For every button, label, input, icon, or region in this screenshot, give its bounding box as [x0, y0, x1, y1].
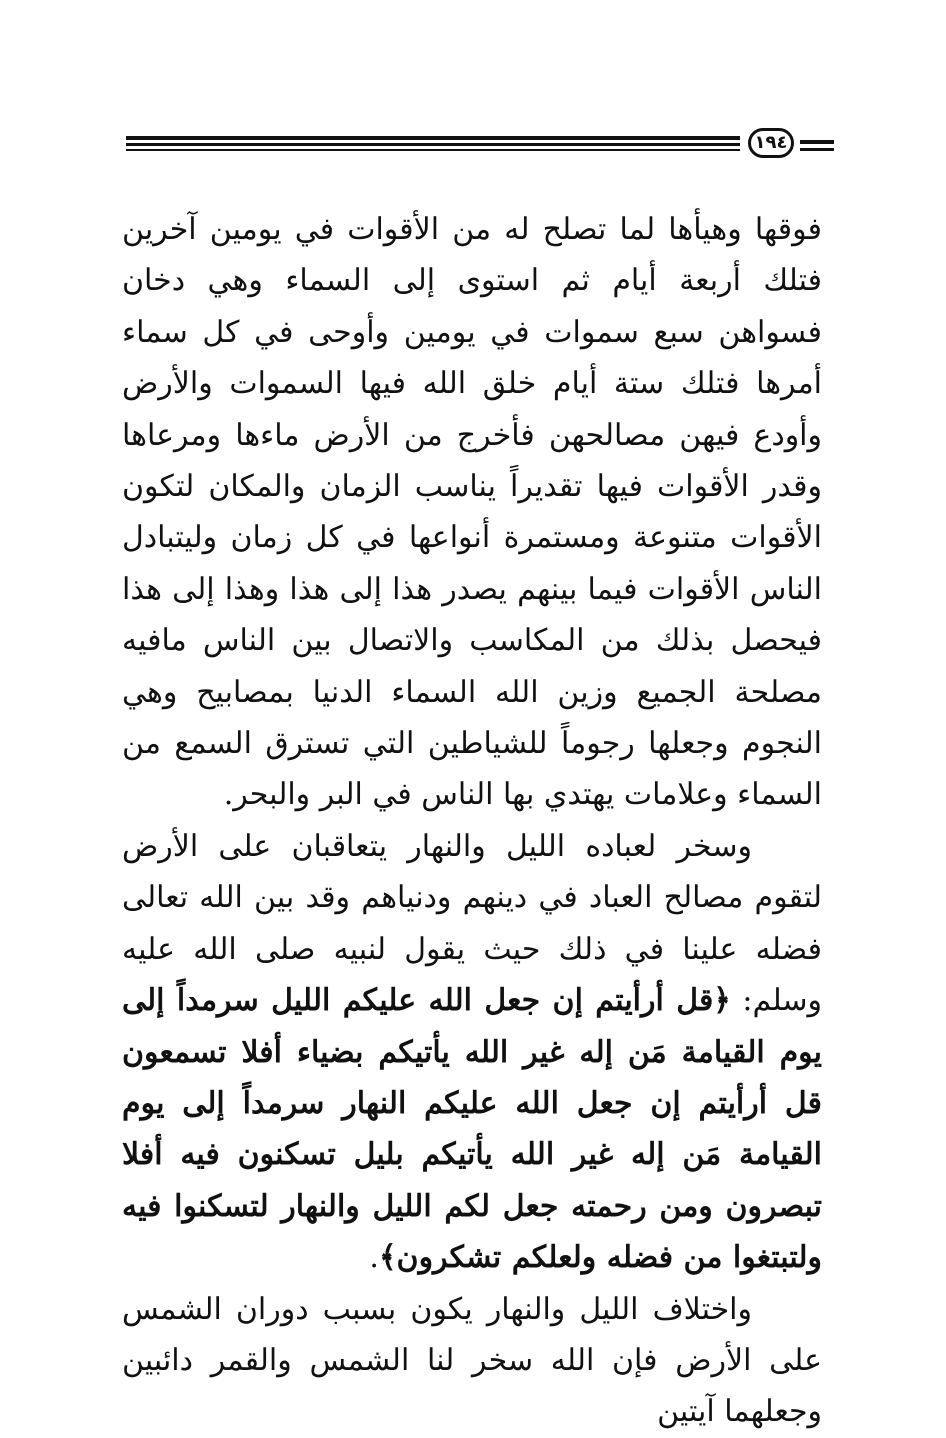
paragraph: فوقها وهيأها لما تصلح له من الأقوات في يومين آخرين فتلك أربعة أيام ثم استوى إلى السماء وهي دخان فسواهن سبع سموات في يومين وأوحى في كل سماء أمرها فتلك ستة أيام خلق الله فيها السموات والأرض وأودع فيهن مصالحهن فأخرج من الأرض ماءها ومرعاها وقدر الأقوات فيها تقديراً يناسب الزمان والمكان لتكون الأقوات متنوعة ومستمرة أنواعها في كل زمان وليتبادل الناس الأقوات فيما بينهم يصدر هذا إلى هذا وهذا إلى هذا فيحصل بذلك من المكاسب والاتصال بين الناس مافيه مصلحة الجميع وزين الله السماء الدنيا بمصابيح وهي النجوم وجعلها رجوماً للشياطين التي تسترق السمع من السماء وعلامات يهتدي بها الناس في البر والبحر.	[122, 212, 822, 813]
page-body	[122, 204, 822, 1438]
header-rule-line	[800, 148, 834, 151]
paragraph-tail: .	[369, 1240, 379, 1276]
header-rule-line	[126, 149, 740, 151]
page-header	[126, 128, 834, 168]
paragraph: واختلاف الليل والنهار يكون بسبب دوران الشمس على الأرض فإن الله سخر لنا الشمس والقمر دائبين وجعلهما آيتين	[122, 1291, 822, 1430]
header-rule	[126, 136, 740, 152]
header-rule-line	[126, 143, 740, 146]
header-rule-line	[126, 136, 740, 140]
header-rule-line	[800, 140, 834, 144]
paragraph	[122, 821, 822, 1284]
quran-quote: ﴿قل أرأيتم إن جعل الله عليكم الليل سرمداً إلى يوم القيامة مَن إله غير الله يأتيكم بضياء أفلا تسمعون قل أرأيتم إن جعل الله عليكم النهار سرمداً إلى يوم القيامة مَن إله غير الله يأتيكم بليل تسكنون فيه أفلا تبصرون ومن رحمته جعل لكم الليل والنهار لتسكنوا فيه ولتبتغوا من فضله ولعلكم تشكرون﴾	[122, 983, 822, 1276]
page-number: ١٩٤	[748, 128, 794, 158]
paragraph-lead: وسخر لعباده الليل والنهار يتعاقبان على الأرض لتقوم مصالح العباد في دينهم ودنياهم وقد بين الله تعالى فضله علينا في ذلك حيث يقول لنبيه صلى الله عليه وسلم:	[122, 828, 822, 1019]
header-rule-short	[800, 136, 834, 152]
